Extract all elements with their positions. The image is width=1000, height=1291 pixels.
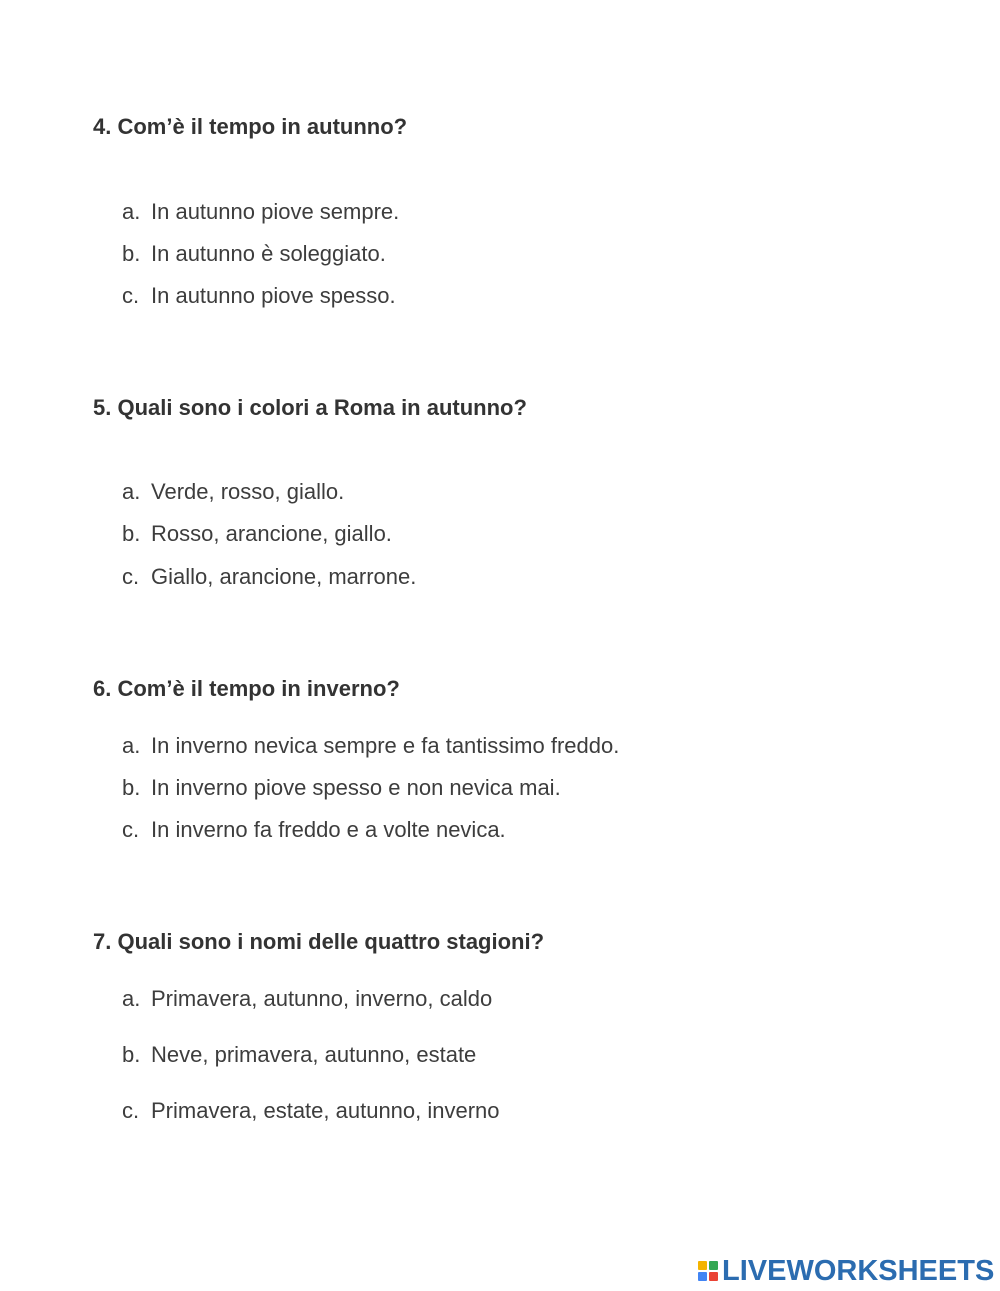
question-5-option-a[interactable]: [122, 479, 344, 505]
question-7-option-b[interactable]: [122, 1042, 476, 1068]
question-6-title: 6. Com’è il tempo in inverno?: [93, 676, 400, 701]
option-letter: a.: [122, 199, 141, 224]
question-7-option-c[interactable]: [122, 1098, 500, 1124]
question-5-title: 5. Quali sono i colori a Roma in autunno?: [93, 395, 527, 420]
option-letter: a.: [122, 733, 141, 758]
logo-block-3-icon: [698, 1272, 707, 1281]
option-text: In inverno fa freddo e a volte nevica.: [151, 817, 506, 842]
option-text: In inverno nevica sempre e fa tantissimo freddo.: [151, 733, 620, 758]
option-text: In inverno piove spesso e non nevica mai.: [151, 775, 561, 800]
question-6-option-a[interactable]: [122, 733, 619, 759]
option-text: Primavera, autunno, inverno, caldo: [151, 986, 493, 1011]
option-letter: c.: [122, 1098, 140, 1123]
logo-block-1-icon: [698, 1261, 707, 1270]
option-text: Giallo, arancione, marrone.: [151, 564, 417, 589]
liveworksheets-blocks-icon: [698, 1261, 718, 1281]
question-4-option-a[interactable]: [122, 199, 399, 225]
option-letter: a.: [122, 479, 141, 504]
option-text: Neve, primavera, autunno, estate: [151, 1042, 477, 1067]
question-6-option-b[interactable]: [122, 775, 561, 801]
option-text: Primavera, estate, autunno, inverno: [151, 1098, 500, 1123]
question-4-option-b[interactable]: [122, 241, 386, 267]
option-letter: b.: [122, 241, 141, 266]
question-4-title: 4. Com’è il tempo in autunno?: [93, 114, 408, 139]
question-7-title: 7. Quali sono i nomi delle quattro stagioni?: [93, 929, 545, 954]
question-7-option-a[interactable]: [122, 986, 492, 1012]
option-letter: c.: [122, 283, 140, 308]
option-letter: b.: [122, 1042, 141, 1067]
option-text: Rosso, arancione, giallo.: [151, 521, 392, 546]
question-6-option-c[interactable]: [122, 817, 506, 843]
option-letter: c.: [122, 564, 140, 589]
option-letter: a.: [122, 986, 141, 1011]
option-text: Verde, rosso, giallo.: [151, 479, 345, 504]
option-text: In autunno è soleggiato.: [151, 241, 386, 266]
liveworksheets-logo[interactable]: [698, 1256, 994, 1286]
option-letter: c.: [122, 817, 140, 842]
option-letter: b.: [122, 521, 141, 546]
logo-block-2-icon: [709, 1261, 718, 1270]
logo-block-4-icon: [709, 1272, 718, 1281]
logo-text: LIVEWORKSHEETS: [722, 1255, 995, 1287]
option-text: In autunno piove sempre.: [151, 199, 400, 224]
option-letter: b.: [122, 775, 141, 800]
question-4-option-c[interactable]: [122, 283, 396, 309]
option-text: In autunno piove spesso.: [151, 283, 396, 308]
question-5-option-c[interactable]: [122, 564, 416, 590]
question-5-option-b[interactable]: [122, 521, 392, 547]
